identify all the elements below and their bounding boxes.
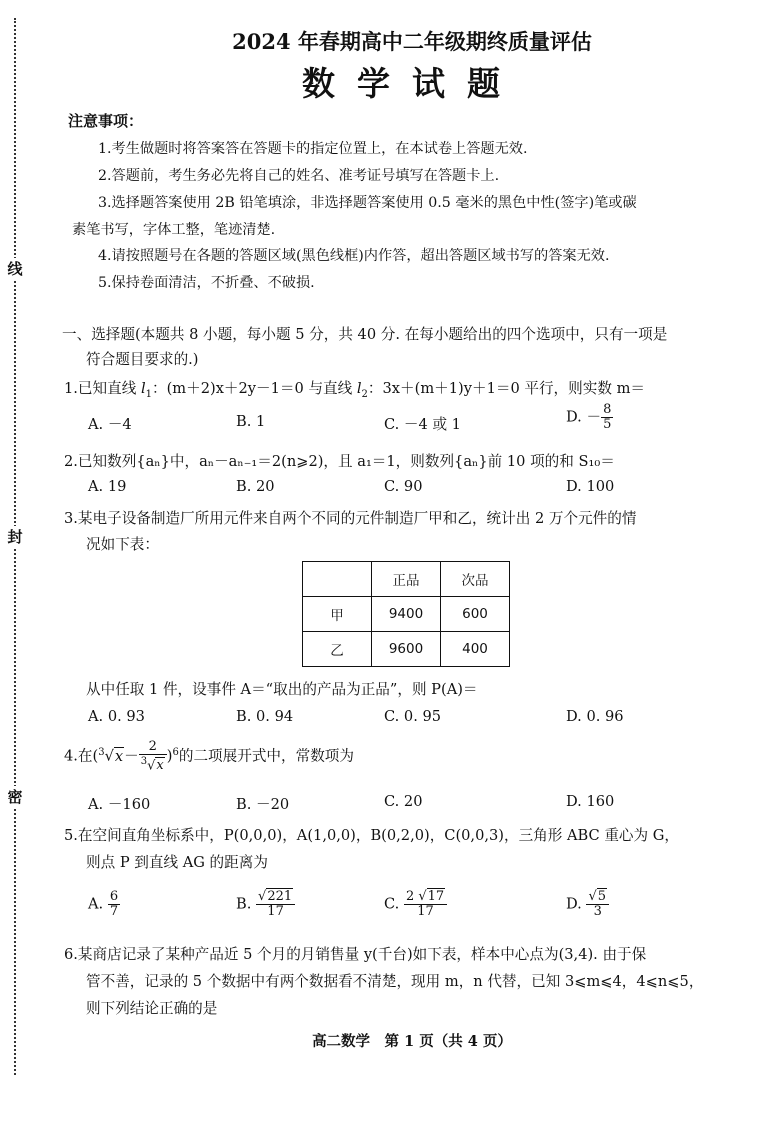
notes-heading: 注意事项： bbox=[68, 112, 144, 130]
question-6-cont2: 则下列结论正确的是 bbox=[86, 1000, 218, 1017]
table-cell: 9600 bbox=[372, 632, 441, 667]
subject-title: 数学试题 bbox=[302, 64, 522, 103]
question-3-after: 从中任取 1 件，设事件 A＝“取出的产品为正品”，则 P(A)＝ bbox=[86, 681, 478, 698]
table-cell: 600 bbox=[441, 597, 510, 632]
q5-option-a: A. $\frac{6}{7}$ bbox=[88, 889, 119, 919]
q1-option-a: A. －4 bbox=[88, 416, 132, 433]
note-item: 3.选择题答案使用 2B 铅笔填涂，非选择题答案使用 0.5 毫米的黑色中性(签字)笔或碳 bbox=[98, 195, 637, 211]
table-cell: 400 bbox=[441, 632, 510, 667]
q1-option-d: D. － $\frac{8}{5}$ bbox=[566, 402, 612, 432]
question-4: 4.在($^3$√x－ $\frac{2}{^3√x}$ )$^6$的二项展开式中，常数项为 bbox=[64, 739, 354, 774]
note-item: 4.请按照题号在各题的答题区域(黑色线框)内作答，超出答题区域书写的答案无效. bbox=[98, 248, 610, 264]
binding-char-mi: 密 bbox=[7, 788, 23, 806]
q1-option-b: B. 1 bbox=[236, 413, 266, 430]
question-2: 2.已知数列{aₙ}中，aₙ－aₙ₋₁＝2(n⩾2)，且 a₁＝1，则数列{aₙ}前 10 项的和 S₁₀＝ bbox=[64, 453, 615, 470]
binding-char-feng: 封 bbox=[7, 528, 23, 546]
q2-option-a: A. 19 bbox=[88, 478, 127, 495]
table-header-row bbox=[303, 562, 510, 597]
table-row bbox=[303, 632, 510, 667]
page-footer: 高二数学 第 1 页（共 4 页） bbox=[312, 1033, 512, 1050]
q2-option-c: C. 90 bbox=[384, 478, 423, 495]
table-cell bbox=[303, 562, 372, 597]
q2-option-b: B. 20 bbox=[236, 478, 275, 495]
q4-option-a: A. －160 bbox=[88, 796, 151, 813]
note-item: 素笔书写，字体工整，笔迹清楚. bbox=[72, 222, 276, 238]
table-cell: 乙 bbox=[303, 632, 372, 667]
q3-option-d: D. 0. 96 bbox=[566, 708, 624, 725]
table-cell: 甲 bbox=[303, 597, 372, 632]
question-6: 6.某商店记录了某种产品近 5 个月的月销售量 y(千台)如下表，样本中心点为(3,4). 由于保 bbox=[64, 946, 647, 963]
note-item: 1.考生做题时将答案答在答题卡的指定位置上，在本试卷上答题无效. bbox=[98, 141, 528, 157]
table-row bbox=[303, 597, 510, 632]
question-1: 1.已知直线 $l_1$：(m＋2)x＋2y－1＝0 与直线 $l_2$：3x＋(m＋1)y＋1＝0 平行，则实数 m＝ bbox=[64, 380, 646, 400]
q3-option-b: B. 0. 94 bbox=[236, 708, 294, 725]
q1-option-c: C. －4 或 1 bbox=[384, 416, 461, 433]
q3-option-c: C. 0. 95 bbox=[384, 708, 442, 725]
table-cell: 次品 bbox=[441, 562, 510, 597]
binding-char-xian: 线 bbox=[7, 260, 23, 278]
q5-option-b: B. $\frac{√221}{17}$ bbox=[236, 890, 295, 919]
q5-option-c: C. $\frac{2 √17}{17}$ bbox=[384, 890, 447, 919]
product-table bbox=[302, 561, 510, 667]
section-heading: 一、选择题(本题共 8 小题，每小题 5 分，共 40 分. 在每小题给出的四个选项中，只有一项是 bbox=[62, 326, 668, 343]
q5-option-d: D. $\frac{√5}{3}$ bbox=[566, 890, 609, 919]
q2-option-d: D. 100 bbox=[566, 478, 615, 495]
section-heading-cont: 符合题目要求的.) bbox=[86, 351, 199, 368]
q3-option-a: A. 0. 93 bbox=[88, 708, 145, 725]
table-cell: 正品 bbox=[372, 562, 441, 597]
question-6-cont: 管不善，记录的 5 个数据中有两个数据看不清楚，现用 m，n 代替，已知 3⩽m⩽4，4⩽n⩽5， bbox=[86, 973, 704, 990]
question-3-cont: 况如下表： bbox=[86, 536, 159, 553]
q4-option-b: B. －20 bbox=[236, 796, 290, 813]
note-item: 5.保持卷面清洁，不折叠、不破损. bbox=[98, 275, 315, 291]
q4-option-c: C. 20 bbox=[384, 793, 423, 810]
question-5: 5.在空间直角坐标系中，P(0,0,0)，A(1,0,0)，B(0,2,0)，C(0,0,3)，三角形 ABC 重心为 G， bbox=[64, 827, 679, 844]
exam-title: 2024 年春期高中二年级期终质量评估 bbox=[232, 29, 592, 54]
table-cell: 9400 bbox=[372, 597, 441, 632]
note-item: 2.答题前，考生务必先将自己的姓名、准考证号填写在答题卡上. bbox=[98, 168, 500, 184]
q4-option-d: D. 160 bbox=[566, 793, 615, 810]
question-3: 3.某电子设备制造厂所用元件来自两个不同的元件制造厂甲和乙，统计出 2 万个元件的情 bbox=[64, 510, 637, 527]
question-5-cont: 则点 P 到直线 AG 的距离为 bbox=[86, 854, 268, 871]
